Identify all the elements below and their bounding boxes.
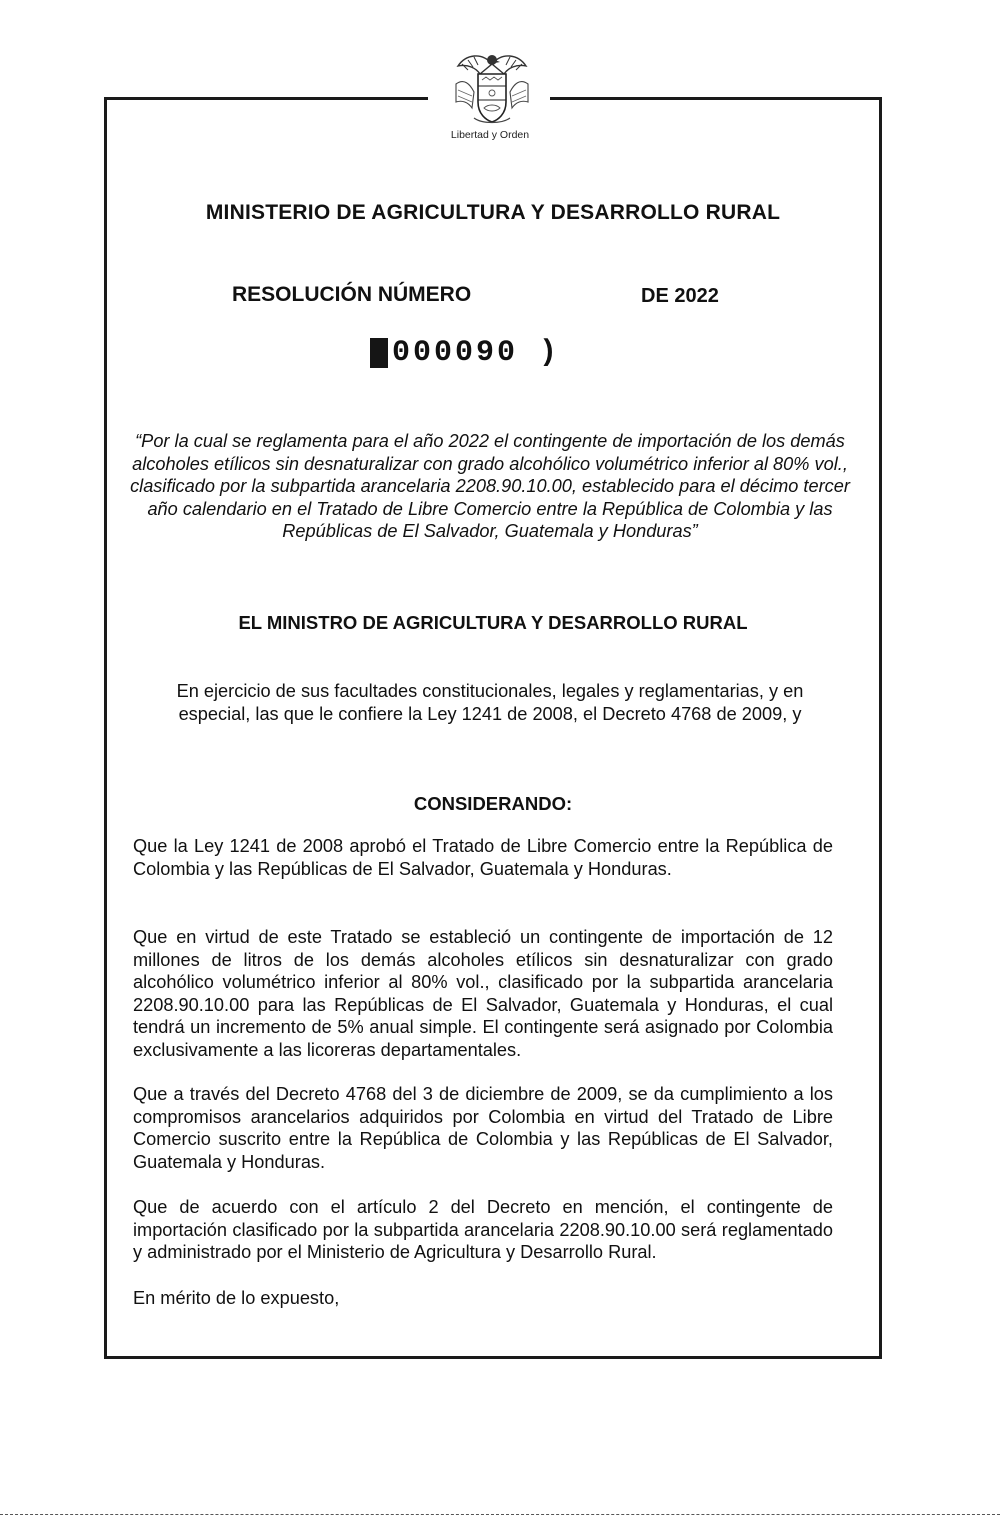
resolution-year: DE 2022 (641, 285, 719, 307)
seal-motto: Libertad y Orden (450, 129, 530, 141)
powers-statement: En ejercicio de sus facultades constitucionales, legales y reglamentarias, y en especial, las que le confiere la Ley 1241 de 2008, el Decreto 4768 de 2009, y (176, 681, 804, 724)
closing-phrase: En mérito de lo expuesto, (133, 1288, 340, 1308)
considering-paragraph-4: Que de acuerdo con el artículo 2 del Decreto en mención, el contingente de importación clasificado por la subpartida arancelaria 2208.90.10.00 será reglamentado y administrado por el Ministerio de Agricultura y Desarrollo Rural. (133, 1197, 833, 1262)
resolution-number: 000090 ) (392, 336, 561, 370)
considering-heading: CONSIDERANDO: (413, 793, 573, 814)
footer-scan-line (0, 1514, 1000, 1515)
resolution-epigraph: “Por la cual se reglamenta para el año 2022 el contingente de importación de los demás alcoholes etílicos sin desnaturalizar con grado alcohólico volumétrico inferior al 80% vol., clasificado por la subpartida arancelaria 2208.90.10.00, establecido para el décimo tercer año calendario en el Tratado de Libre Comercio entre la República de Colombia y las Repúblicas de El Salvador, Guatemala y Honduras” (130, 431, 850, 541)
coat-of-arms-seal (444, 44, 540, 136)
considering-paragraph-2: Que en virtud de este Tratado se estableció un contingente de importación de 12 millones de litros de los demás alcoholes etílicos sin desnaturalizar con grado alcohólico volumétrico inferior al 80% vol., clasificado por la subpartida arancelaria 2208.90.10.00 para las Repúblicas de El Salvador, Guatemala y Honduras, el cual tendrá un incremento de 5% anual simple. El contingente será asignado por Colombia exclusivamente a las licoreras departamentales. (133, 927, 833, 1060)
resolution-label: RESOLUCIÓN NÚMERO (232, 283, 472, 306)
considering-paragraph-3: Que a través del Decreto 4768 del 3 de diciembre de 2009, se da cumplimiento a los compromisos arancelarios adquiridos por Colombia en virtud del Tratado de Libre Comercio suscrito entre la República de Colombia y las Repúblicas de El Salvador, Guatemala y Honduras. (133, 1084, 833, 1172)
resolution-number-stamp (370, 333, 560, 373)
stamp-mark (370, 338, 388, 368)
ministry-title: MINISTERIO DE AGRICULTURA Y DESARROLLO RURAL (205, 201, 781, 224)
considering-paragraph-1: Que la Ley 1241 de 2008 aprobó el Tratado de Libre Comercio entre la República de Colombia y las Repúblicas de El Salvador, Guatemala y Honduras. (133, 836, 833, 879)
minister-heading: EL MINISTRO DE AGRICULTURA Y DESARROLLO RURAL (238, 612, 748, 633)
